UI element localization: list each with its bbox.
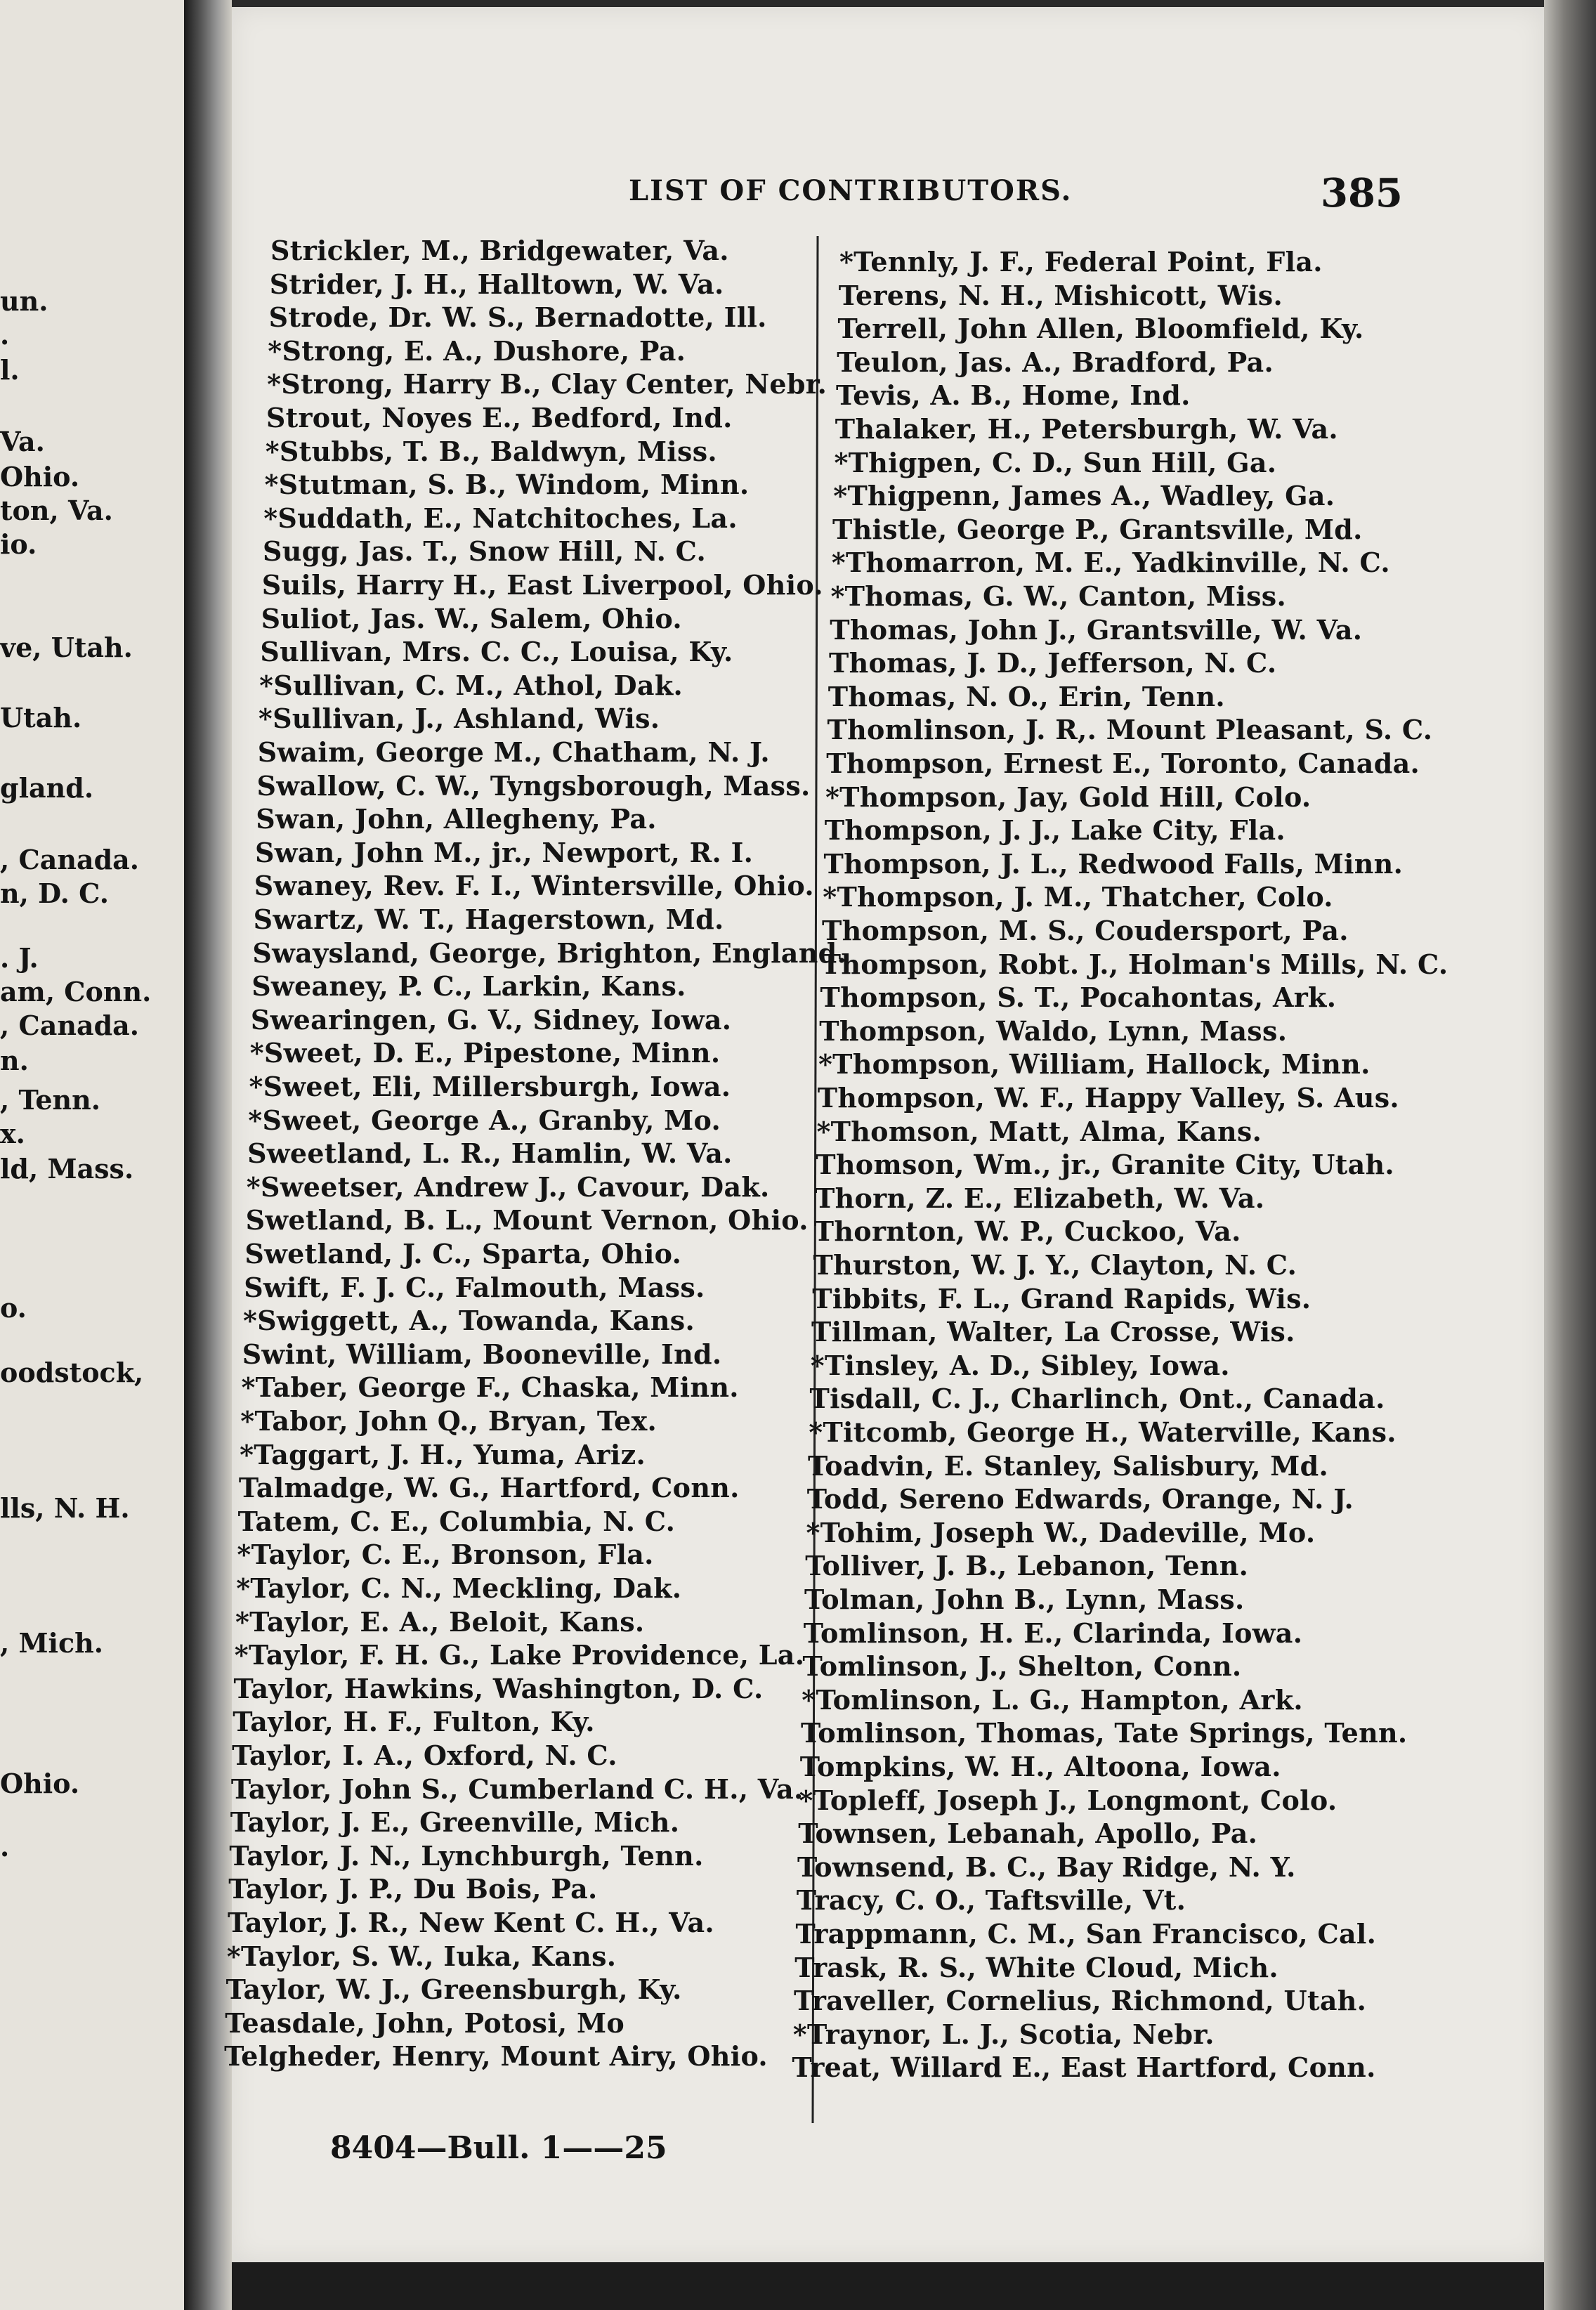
contributor-entry: Tompkins, W. H., Altoona, Iowa. [799,1751,1281,1782]
contributor-entry: *Tennly, J. F., Federal Point, Fla. [839,246,1323,278]
contributor-entry: Thomson, Wm., jr., Granite City, Utah. [816,1149,1394,1181]
contributor-entry: Swaysland, George, Brighton, England. [252,937,847,969]
contributor-entry: Tibbits, F. L., Grand Rapids, Wis. [812,1282,1312,1314]
contributor-entry: Teulon, Jas. A., Bradford, Pa. [837,346,1274,378]
left-page-line: lls, N. H. [0,1492,130,1524]
contributor-entry: *Tabor, John Q., Bryan, Tex. [240,1405,658,1437]
left-page-line: ton, Va. [0,495,113,526]
contributor-entry: Sweaney, P. C., Larkin, Kans. [251,970,686,1003]
left-page-line: , Tenn. [0,1084,101,1116]
contributor-entry: Thomas, J. D., Jefferson, N. C. [829,647,1277,679]
left-page-line: Ohio. [0,1768,80,1799]
contributor-entry: Swetland, J. C., Sparta, Ohio. [244,1238,682,1270]
contributor-entry: *Stutman, S. B., Windom, Minn. [264,469,750,501]
page-edge [1544,0,1596,2310]
contributor-entry: Tisdall, C. J., Charlinch, Ont., Canada. [809,1383,1385,1415]
contributor-entry: Taylor, John S., Cumberland C. H., Va. [230,1773,804,1805]
contributor-entry: Taylor, W. J., Greensburgh, Ky. [225,1973,682,2006]
contributor-entry: Tomlinson, H. E., Clarinda, Iowa. [803,1617,1303,1649]
contributor-entry: Strider, J. H., Halltown, W. Va. [269,268,724,300]
contributor-entry: *Thomson, Matt, Alma, Kans. [816,1115,1262,1147]
contributor-entry: Taylor, J. R., New Kent C. H., Va. [228,1907,714,1938]
left-page-line: am, Conn. [0,976,152,1007]
contributor-entry: *Tinsley, A. D., Sibley, Iowa. [810,1349,1230,1381]
contributor-entry: Taylor, J. P., Du Bois, Pa. [228,1873,598,1905]
contributor-entry: *Suddath, E., Natchitoches, La. [263,502,738,534]
contributor-entry: *Thompson, J. M., Thatcher, Colo. [823,881,1333,913]
left-page-line: l. [0,354,20,386]
contributor-entry: Swint, William, Booneville, Ind. [242,1338,722,1370]
left-page-line: n. [0,1045,29,1076]
contributor-entry: Taylor, J. E., Greenville, Mich. [230,1806,680,1839]
contributor-entry: *Taggart, J. H., Yuma, Ariz. [240,1438,646,1470]
contributor-entry: Todd, Sereno Edwards, Orange, N. J. [806,1483,1354,1515]
left-page-line: . [0,319,10,351]
contributor-entry: *Topleff, Joseph J., Longmont, Colo. [799,1784,1337,1816]
running-head: LIST OF CONTRIBUTORS. [629,174,1073,207]
left-page-line: Utah. [0,702,82,733]
contributor-entry: Tomlinson, Thomas, Tate Springs, Tenn. [801,1717,1408,1749]
contributor-entry: Thompson, Robt. J., Holman's Mills, N. C. [820,948,1448,980]
contributor-entry: Thompson, W. F., Happy Valley, S. Aus. [817,1082,1399,1114]
contributor-entry: Treat, Willard E., East Hartford, Conn. [792,2051,1376,2084]
contributor-entry: *Sweetser, Andrew J., Cavour, Dak. [246,1170,770,1203]
contributor-entry: *Sweet, George A., Granby, Mo. [248,1104,721,1136]
contributor-entry: Townsen, Lebanah, Apollo, Pa. [798,1818,1258,1850]
contributor-entry: Tomlinson, J., Shelton, Conn. [802,1650,1242,1683]
left-page-line: o. [0,1292,27,1324]
contributor-entry: Taylor, I. A., Oxford, N. C. [232,1740,617,1771]
contributor-entry: *Sullivan, J., Ashland, Wis. [258,703,660,735]
contributor-entry: Sweetland, L. R., Hamlin, W. Va. [247,1137,733,1170]
contributor-entry: Thompson, J. L., Redwood Falls, Minn. [823,847,1404,880]
contributor-entry: *Tomlinson, L. G., Hampton, Ark. [802,1683,1303,1716]
contributor-entry: Thistle, George P., Grantsville, Md. [832,513,1363,545]
left-page-line: . [0,1831,10,1862]
page-number: 385 [1321,170,1403,216]
contributor-entry: Toadvin, E. Stanley, Salisbury, Md. [808,1449,1329,1482]
left-page-line: , Mich. [0,1627,103,1659]
contributor-entry: Swaim, George M., Chatham, N. J. [257,736,770,768]
contributor-entry: *Thompson, William, Hallock, Minn. [818,1048,1371,1081]
contributor-entry: Swetland, B. L., Mount Vernon, Ohio. [245,1204,809,1236]
contributor-entry: *Sullivan, C. M., Athol, Dak. [259,669,683,701]
contributor-entry: Swan, John, Allegheny, Pa. [256,803,657,835]
contributor-entry: Traveller, Cornelius, Richmond, Utah. [794,1985,1367,2017]
contributor-entry: Thomas, N. O., Erin, Tenn. [828,680,1225,712]
contributor-entry: *Swiggett, A., Towanda, Kans. [243,1305,695,1337]
left-page-line: Va. [0,426,45,457]
book-gutter [184,0,232,2310]
contributor-entry: *Taylor, C. E., Bronson, Fla. [237,1539,654,1571]
left-page-line: . J. [0,942,39,974]
bottom-shadow [232,2262,1544,2310]
contributor-entry: Thompson, Waldo, Lynn, Mass. [819,1014,1288,1047]
contributor-entry: Tevis, A. B., Home, Ind. [836,379,1191,412]
contributor-entry: *Thomas, G. W., Canton, Miss. [830,580,1287,612]
contributor-entry: Thornton, W. P., Cuckoo, Va. [813,1215,1241,1248]
left-page-line: gland. [0,772,94,804]
contributor-entry: Trappmann, C. M., San Francisco, Cal. [795,1918,1377,1950]
contributor-entry: Swartz, W. T., Hagerstown, Md. [253,903,724,935]
contributor-entry: Thalaker, H., Petersburgh, W. Va. [835,413,1338,445]
contributor-entry: Swallow, C. W., Tyngsborough, Mass. [256,769,811,802]
contributor-entry: Teasdale, John, Potosi, Mo [225,2006,625,2039]
contributor-entry: Taylor, Hawkins, Washington, D. C. [233,1672,764,1704]
contributor-entry: *Thomarron, M. E., Yadkinville, N. C. [831,547,1390,579]
contributor-entry: *Taylor, E. A., Beloit, Kans. [235,1605,645,1638]
contributor-entry: Tatem, C. E., Columbia, N. C. [237,1505,676,1537]
left-page-line: n, D. C. [0,877,109,909]
left-page-line: io. [0,528,37,560]
contributor-entry: *Titcomb, George H., Waterville, Kans. [809,1416,1396,1448]
contributor-entry: Tolman, John B., Lynn, Mass. [804,1584,1245,1615]
contributor-entry: *Traynor, L. J., Scotia, Nebr. [792,2018,1215,2050]
left-page-line: un. [0,285,48,317]
contributor-entry: *Thigpen, C. D., Sun Hill, Ga. [834,446,1277,478]
contributor-entry: Talmadge, W. G., Hartford, Conn. [238,1472,740,1504]
left-page-line: x. [0,1118,25,1149]
contributor-entry: *Taber, George F., Chaska, Minn. [241,1371,739,1404]
contributor-entry: *Sweet, Eli, Millersburgh, Iowa. [249,1071,731,1102]
contributor-entry: Thompson, S. T., Pocahontas, Ark. [820,981,1337,1014]
contributor-entry: *Taylor, C. N., Meckling, Dak. [236,1572,682,1604]
left-page-line: , Canada. [0,844,139,875]
contributor-entry: *Tohim, Joseph W., Dadeville, Mo. [806,1516,1316,1548]
contributor-entry: *Stubbs, T. B., Baldwyn, Miss. [265,435,717,467]
contributor-entry: Swift, F. J. C., Falmouth, Mass. [244,1271,705,1303]
contributor-entry: Tillman, Walter, La Crosse, Wis. [811,1316,1295,1348]
contributor-entry: Thomas, John J., Grantsville, W. Va. [830,613,1363,646]
contributor-entry: Tolliver, J. B., Lebanon, Tenn. [805,1550,1249,1582]
contributor-entry: Telgheder, Henry, Mount Airy, Ohio. [224,2040,768,2073]
left-page-line: ve, Utah. [0,632,133,663]
contributor-entry: Sullivan, Mrs. C. C., Louisa, Ky. [260,636,733,668]
contributor-entry: Swan, John M., jr., Newport, R. I. [255,836,754,868]
left-page-line: , Canada. [0,1010,139,1041]
contributor-entry: *Strong, Harry B., Clay Center, Nebr. [267,368,828,400]
contributor-entry: *Sweet, D. E., Pipestone, Minn. [249,1037,721,1069]
signature-mark: 8404—Bull. 1——25 [330,2130,667,2166]
contributor-entry: Thomlinson, J. R,. Mount Pleasant, S. C. [827,714,1433,746]
contributor-entry: Trask, R. S., White Cloud, Mich. [794,1951,1278,1983]
contributor-entry: Tracy, C. O., Taftsville, Vt. [796,1884,1186,1917]
contributor-entry: Strode, Dr. W. S., Bernadotte, Ill. [268,301,767,334]
contributor-entry: Townsend, B. C., Bay Ridge, N. Y. [797,1851,1296,1883]
contributor-entry: Thompson, J. J., Lake City, Fla. [824,814,1286,847]
contributor-entry: Thompson, M. S., Coudersport, Pa. [822,915,1349,946]
contributor-entry: Terens, N. H., Mishicott, Wis. [838,279,1283,311]
contributor-entry: Suliot, Jas. W., Salem, Ohio. [261,602,682,634]
contributor-entry: Thompson, Ernest E., Toronto, Canada. [826,748,1420,779]
contributor-entry: Strickler, M., Bridgewater, Va. [270,235,729,266]
contributor-entry: *Strong, E. A., Dushore, Pa. [268,334,686,367]
left-page-line: oodstock, [0,1357,144,1388]
contributor-entry: *Taylor, F. H. G., Lake Providence, La. [234,1639,805,1671]
contributor-entry: *Taylor, S. W., Iuka, Kans. [226,1940,617,1972]
contributor-entry: *Thigpenn, James A., Wadley, Ga. [833,480,1335,512]
contributor-entry: Thurston, W. J. Y., Clayton, N. C. [813,1249,1297,1281]
contributor-entry: Sugg, Jas. T., Snow Hill, N. C. [263,535,707,568]
left-page-line: ld, Mass. [0,1153,134,1185]
contributor-entry: Swearingen, G. V., Sidney, Iowa. [250,1003,732,1036]
contributor-entry: Thorn, Z. E., Elizabeth, W. Va. [815,1182,1265,1214]
contributor-entry: Taylor, J. N., Lynchburgh, Tenn. [229,1839,704,1872]
contributor-entry: Taylor, H. F., Fulton, Ky. [233,1706,595,1738]
left-page-line: Ohio. [0,461,80,492]
contributor-entry: Terrell, John Allen, Bloomfield, Ky. [837,313,1364,345]
contributor-entry: *Thompson, Jay, Gold Hill, Colo. [825,781,1312,813]
contributor-entry: Suils, Harry H., East Liverpool, Ohio. [261,569,823,601]
contributor-entry: Strout, Noyes E., Bedford, Ind. [266,402,733,433]
contributor-entry: Swaney, Rev. F. I., Wintersville, Ohio. [254,870,814,902]
